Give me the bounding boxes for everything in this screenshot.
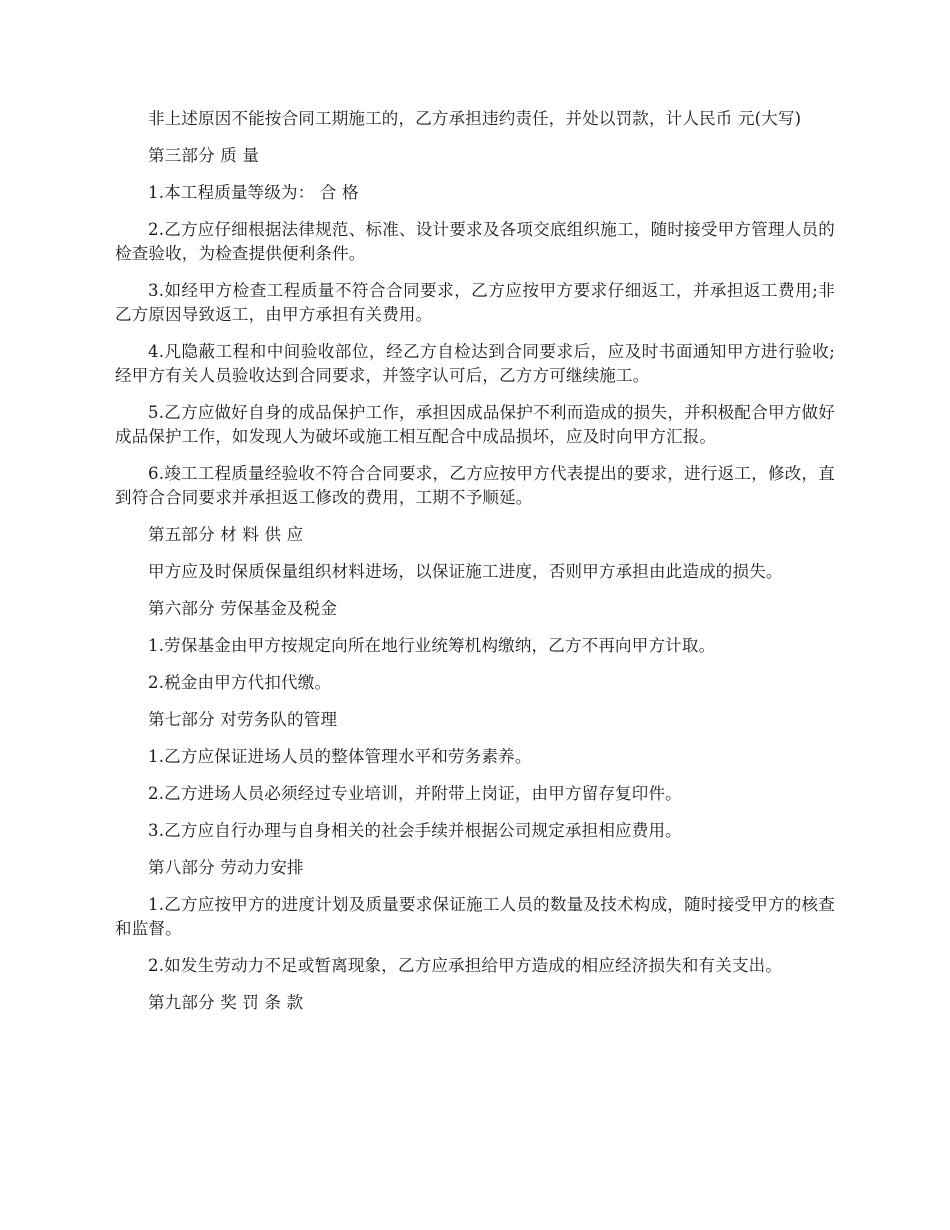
document-page: [115, 107, 835, 1028]
paragraph-management-2: 2.乙方进场人员必须经过专业培训，并附带上岗证，由甲方留存复印件。: [148, 784, 682, 803]
heading-part-3-quality: 第三部分 质 量: [148, 146, 260, 165]
heading-part-7-management: 第七部分 对劳务队的管理: [148, 710, 338, 729]
paragraph-fund-2: 2.税金由甲方代扣代缴。: [148, 673, 332, 692]
paragraph-labor-1: 1.乙方应按甲方的进度计划及质量要求保证施工人员的数量及技术构成，随时接受甲方的核查和监督。: [115, 895, 835, 938]
paragraph-quality-4: 4.凡隐蔽工程和中间验收部位，经乙方自检达到合同要求后，应及时书面通知甲方进行验收;经甲方有关人员验收达到合同要求，并签字认可后，乙方方可继续施工。: [115, 342, 835, 385]
paragraph-management-3: 3.乙方应自行办理与自身相关的社会手续并根据公司规定承担相应费用。: [148, 821, 682, 840]
paragraph-labor-2: 2.如发生劳动力不足或暂离现象，乙方应承担给甲方造成的相应经济损失和有关支出。: [148, 956, 783, 975]
paragraph-quality-6: 6.竣工工程质量经验收不符合合同要求，乙方应按甲方代表提出的要求，进行返工，修改，直到符合合同要求并承担返工修改的费用，工期不予顺延。: [115, 464, 835, 507]
paragraph-fund-1: 1.劳保基金由甲方按规定向所在地行业统筹机构缴纳，乙方不再向甲方计取。: [148, 636, 716, 655]
paragraph-quality-5: 5.乙方应做好自身的成品保护工作，承担因成品保护不利而造成的损失，并积极配合甲方做好成品保护工作，如发现人为破坏或施工相互配合中成品损坏，应及时向甲方汇报。: [115, 403, 835, 446]
paragraph-quality-2: 2.乙方应仔细根据法律规范、标准、设计要求及各项交底组织施工，随时接受甲方管理人员的检查验收，为检查提供便利条件。: [115, 220, 835, 263]
heading-part-9-rewards-penalties: 第九部分 奖 罚 条 款: [148, 993, 304, 1012]
paragraph-penalty: 非上述原因不能按合同工期施工的，乙方承担违约责任，并处以罚款，计人民币 元(大写): [148, 109, 802, 128]
paragraph-quality-1: 1.本工程质量等级为： 合 格: [148, 183, 359, 202]
heading-part-5-materials: 第五部分 材 料 供 应: [148, 525, 304, 544]
paragraph-materials-1: 甲方应及时保质保量组织材料进场，以保证施工进度，否则甲方承担由此造成的损失。: [148, 562, 783, 581]
heading-part-6-fund-tax: 第六部分 劳保基金及税金: [148, 599, 338, 618]
heading-part-8-labor: 第八部分 劳动力安排: [148, 858, 304, 877]
paragraph-management-1: 1.乙方应保证进场人员的整体管理水平和劳务素养。: [148, 747, 532, 766]
paragraph-quality-3: 3.如经甲方检查工程质量不符合合同要求，乙方应按甲方要求仔细返工，并承担返工费用;非乙方原因导致返工，由甲方承担有关费用。: [115, 281, 835, 324]
